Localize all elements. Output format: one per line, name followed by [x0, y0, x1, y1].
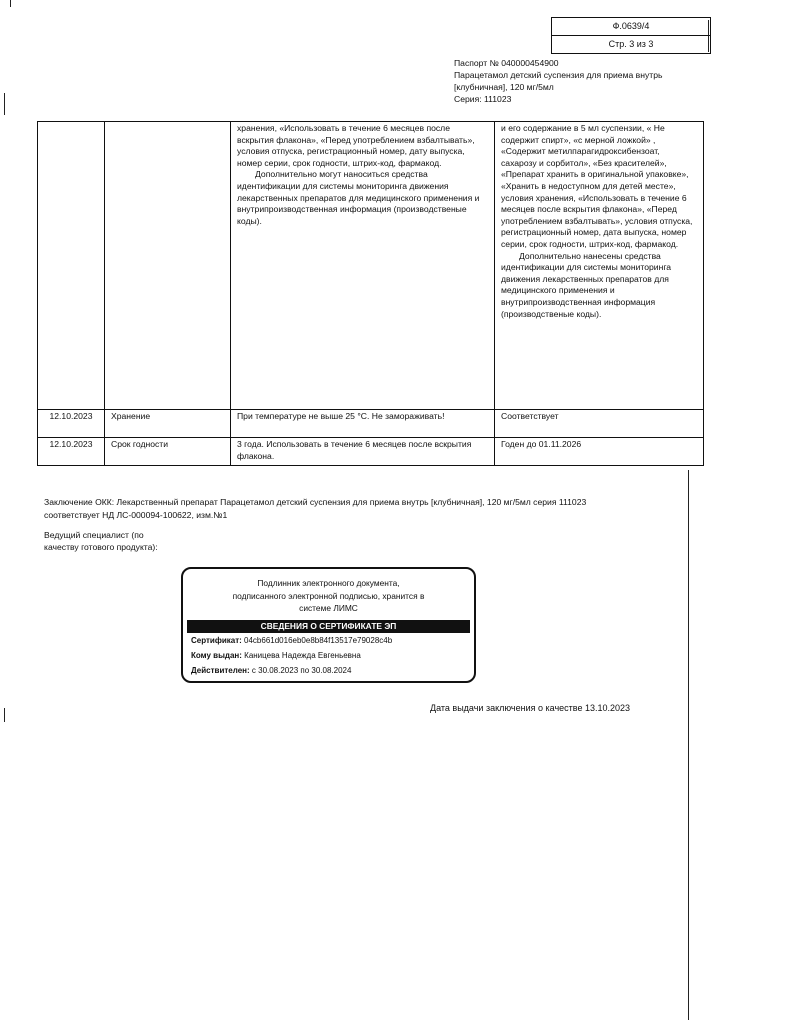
date-cell: 12.10.2023	[38, 438, 105, 466]
certificate-row	[191, 636, 392, 645]
spec-cell	[231, 122, 495, 410]
result-paragraph: Дополнительно нанесены средства идентификации для системы мониторинга движения лекарственных препаратов для медицинского применения и внутрипроизводственная информация (производственые коды).	[501, 250, 672, 319]
spec-paragraph: Дополнительно могут наноситься средства идентификации для системы мониторинга движения лекарственных препаратов для медицинского применения и внутрипроизводственная информация (производственые коды).	[237, 169, 480, 226]
result-cell	[495, 122, 704, 410]
issued-to-row	[191, 651, 361, 660]
scan-edge-mark	[688, 470, 689, 1020]
result-cell: Соответствует	[495, 410, 704, 438]
specialist-label: Ведущий специалист (по качеству готового продукта):	[44, 530, 158, 552]
certificate-info-bar: СВЕДЕНИЯ О СЕРТИФИКАТЕ ЭП	[187, 620, 470, 633]
scan-edge-mark	[4, 708, 5, 722]
certificate-label: Сертификат:	[191, 636, 242, 645]
results-table	[37, 121, 704, 466]
validity-value: с 30.08.2023 по 30.08.2024	[251, 666, 352, 675]
product-name-line1: Парацетамол детский суспензия для приема внутрь	[454, 70, 663, 80]
table-row	[38, 122, 704, 410]
indicator-cell: Хранение	[105, 410, 231, 438]
result-cell: Годен до 01.11.2026	[495, 438, 704, 466]
product-name-line2: [клубничная], 120 мг/5мл	[454, 82, 554, 92]
certificate-value: 04cb661d016eb0e8b84f13517e79028c4b	[244, 636, 393, 645]
quality-conclusion: Заключение ОКК: Лекарственный препарат Парацетамол детский суспензия для приема внутрь [клубничная], 120 мг/5мл серия 111023 соответствует НД ЛС-000094-100622, изм.№1	[44, 497, 587, 520]
table-row	[38, 438, 704, 466]
spec-cell: При температуре не выше 25 °С. Не замораживать!	[231, 410, 495, 438]
result-paragraph: и его содержание в 5 мл суспензии, « Не содержит спирт», «с мерной ложкой» , «Содержит метилпарагидроксибензоат, сахарозу и сорбитол», «Без красителей», «Препарат хранить в оригинальной упаковке», «Хранить в недоступном для детей месте», условия хранения, «Использовать в течение 6 месяцев после вскрытия флакона», «Перед употреблением взбалтывать», условия отпуска, регистрационный номер, дата выпуска, номер серии, срок годности, штрих-код, фармакод.	[501, 123, 693, 249]
date-cell	[38, 122, 105, 410]
passport-number: Паспорт № 040000454900	[454, 58, 559, 68]
indicator-cell: Срок годности	[105, 438, 231, 466]
issue-date: Дата выдачи заключения о качестве 13.10.2023	[430, 703, 630, 713]
passport-block	[454, 57, 662, 105]
form-code-box	[551, 17, 711, 54]
scan-edge-mark	[4, 93, 5, 115]
stamp-line: системе ЛИМС	[299, 603, 358, 613]
spec-cell: 3 года. Использовать в течение 6 месяцев после вскрытия флакона.	[231, 438, 495, 466]
stamp-header	[183, 577, 474, 615]
page-number: Стр. 3 из 3	[552, 35, 710, 53]
date-cell: 12.10.2023	[38, 410, 105, 438]
stamp-line: подписанного электронной подписью, хранится в	[232, 590, 425, 601]
validity-row	[191, 666, 351, 675]
series: Серия: 111023	[454, 94, 512, 104]
table-row	[38, 410, 704, 438]
stamp-line: Подлинник электронного документа,	[257, 578, 400, 588]
scan-edge-mark	[10, 0, 11, 7]
spec-paragraph: хранения, «Использовать в течение 6 месяцев после вскрытия флакона», «Перед употреблением взбалтывать», условия отпуска, регистрационный номер, дату выпуска, номер серии, срок годности, штрих-код, фармакод.	[237, 123, 475, 168]
form-code: Ф.0639/4	[612, 21, 650, 31]
validity-label: Действителен:	[191, 666, 250, 675]
issued-to-label: Кому выдан:	[191, 651, 242, 660]
electronic-signature-stamp	[181, 567, 476, 683]
indicator-cell	[105, 122, 231, 410]
issued-to-value: Каницева Надежда Евгеньевна	[244, 651, 361, 660]
